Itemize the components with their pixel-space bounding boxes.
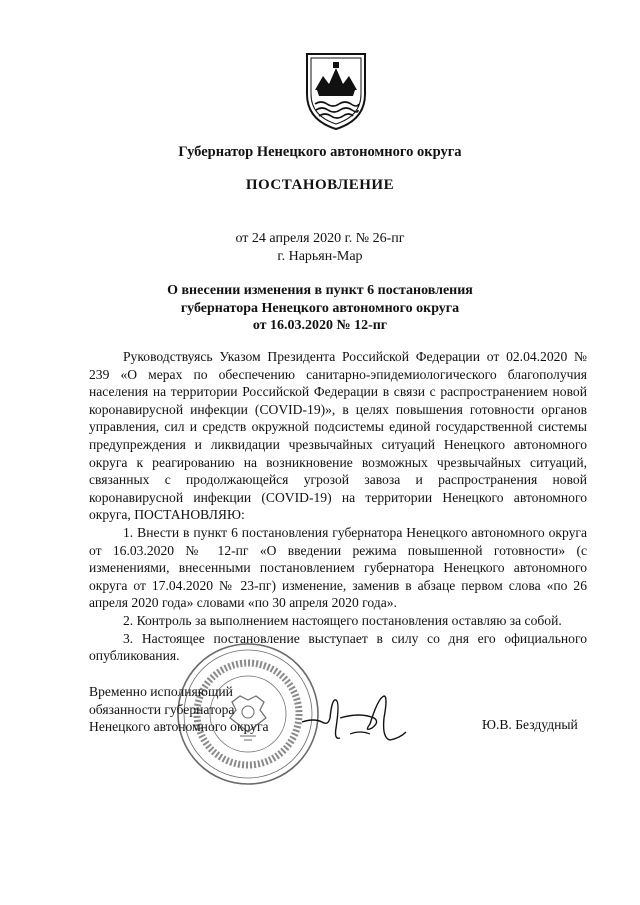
- organization-name: Губернатор Ненецкого автономного округа: [178, 144, 462, 160]
- body-paragraph: Руководствуясь Указом Президента Российской Федерации от 02.04.2020 № 239 «О мерах по обеспечению санитарно-эпидемиологического благополучия населения на территории Российской Федерации в связи с распространением новой коронавирусной инфекции (COVID-19)», в целях повышения готовности органов управления, сил и средств окружной подсистемы единой государственной системы предупреждения и ликвидации чрезвычайных ситуаций Ненецкого автономного округа к реагированию на возникновение возможных чрезвычайных ситуаций, связанных с продолжающейся угрозой завоза и распространения новой коронавирусной инфекции (COVID-19) на территории Ненецкого автономного округа, ПОСТАНОВЛЯЮ:: [89, 349, 587, 523]
- date-line: от 24 апреля 2020 г. № 26-пг: [235, 231, 405, 246]
- body-paragraph: 3. Настоящее постановление выступает в силу со дня его официального опубликования.: [89, 630, 587, 664]
- position-line: Ненецкого автономного округа: [89, 719, 269, 734]
- body-paragraph: 1. Внести в пункт 6 постановления губернатора Ненецкого автономного округа от 16.03.2020 № 12-пг «О введении режима повышенной готовности» (с изменениями, внесенными постановлением губернатора Ненецкого автономного округа от 17.04.2020 № 23-пг) изменение, заменив в абзаце первом слова «по 26 апреля 2020 года» словами «по 30 апреля 2020 года».: [89, 524, 587, 611]
- document-body: [89, 348, 587, 665]
- position-line: Временно исполняющий: [89, 684, 233, 699]
- document-type: ПОСТАНОВЛЕНИЕ: [245, 177, 395, 193]
- title-line: губернатора Ненецкого автономного округа: [180, 300, 460, 316]
- title-line: О внесении изменения в пункт 6 постановления: [167, 283, 473, 298]
- signatory-name: Ю.В. Бездудный: [482, 717, 578, 732]
- document-title: [0, 282, 640, 335]
- coat-of-arms-emblem: [303, 50, 369, 132]
- body-paragraph: 2. Контроль за выполнением настоящего постановления оставляю за собой.: [123, 612, 562, 628]
- position-line: обязанности губернатора: [89, 701, 235, 717]
- title-line: от 16.03.2020 № 12-пг: [252, 318, 388, 333]
- handwritten-signature: [300, 688, 410, 748]
- city-line: г. Нарьян-Мар: [277, 249, 363, 264]
- signatory-position: [89, 683, 269, 736]
